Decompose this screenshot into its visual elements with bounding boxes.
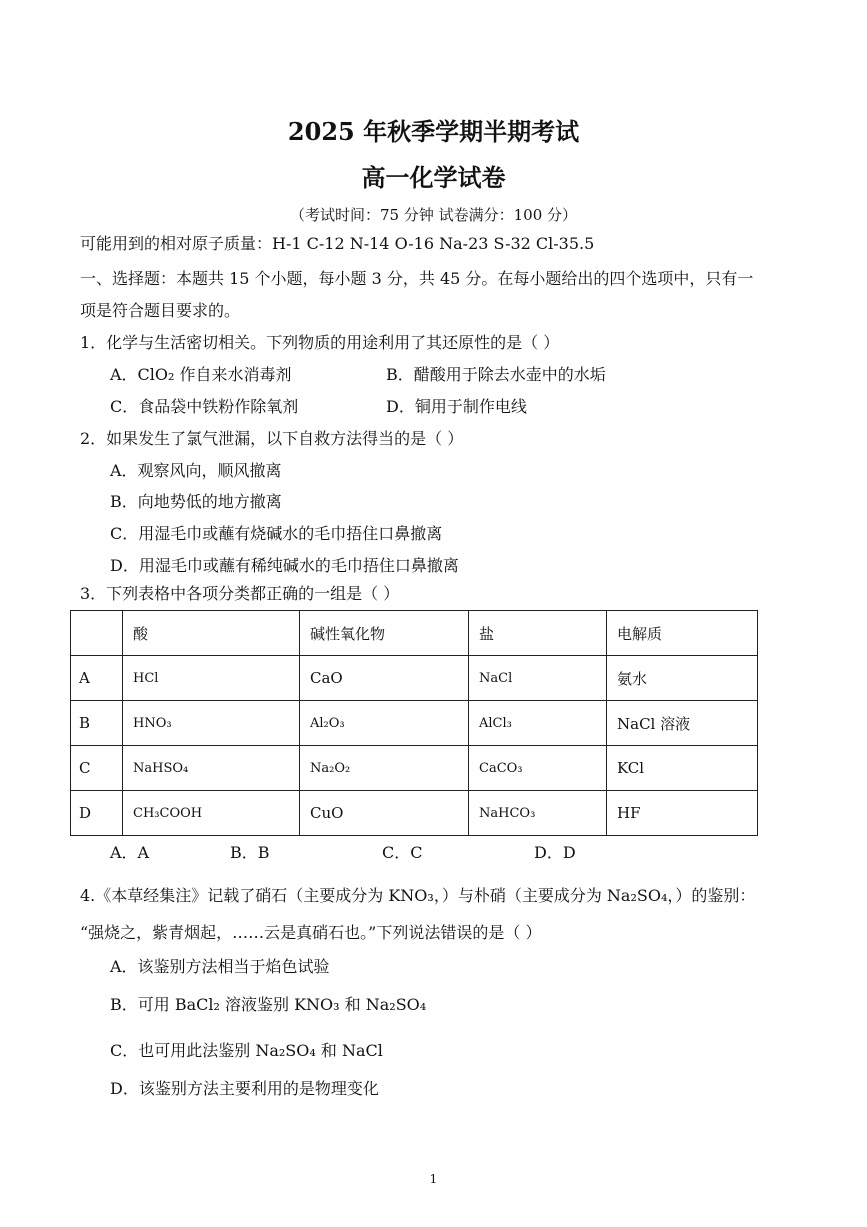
electrolyte-cell: KCl [607,746,758,791]
oxide-cell: Al₂O₃ [300,701,469,746]
question-3-stem: 3．下列表格中各项分类都正确的一组是（ ） [80,584,400,603]
classification-table [70,610,758,836]
question-2-option-b: B．向地势低的地方撤离 [110,492,282,511]
salt-cell: CaCO₃ [469,746,607,791]
question-2-option-d: D．用湿毛巾或蘸有稀纯碱水的毛巾捂住口鼻撤离 [110,556,459,575]
question-4-option-b: B．可用 BaCl₂ 溶液鉴别 KNO₃ 和 Na₂SO₄ [110,995,427,1014]
exam-title: 2025 年秋季学期半期考试 [287,117,580,146]
table-header-cell: 盐 [469,611,607,656]
section-intro-line2: 项是符合题目要求的。 [80,301,241,320]
table-header-cell: 酸 [123,611,300,656]
row-label: C [71,746,123,791]
salt-cell: NaHCO₃ [469,791,607,836]
row-label: A [71,656,123,701]
question-4-stem-line1: 4.《本草经集注》记载了硝石（主要成分为 KNO₃，）与朴硝（主要成分为 Na₂SO₄，）的鉴别： [80,886,756,905]
table-header-cell [71,611,123,656]
salt-cell: AlCl₃ [469,701,607,746]
oxide-cell: CuO [300,791,469,836]
question-1-option-a: A．ClO₂ 作自来水消毒剂 [110,365,292,384]
oxide-cell: CaO [300,656,469,701]
electrolyte-cell: HF [607,791,758,836]
question-1-stem: 1．化学与生活密切相关。下列物质的用途利用了其还原性的是（ ） [80,333,560,352]
question-4-option-c: C．也可用此法鉴别 Na₂SO₄ 和 NaCl [110,1041,383,1060]
question-2-option-a: A．观察风向，顺风撤离 [110,461,282,480]
exam-subtitle: 高一化学试卷 [361,163,506,192]
acid-cell: HNO₃ [123,701,300,746]
table-row [71,746,758,791]
question-3-option-d: D．D [534,843,576,862]
table-header-cell: 碱性氧化物 [300,611,469,656]
table-row [71,791,758,836]
page-number: 1 [429,1172,438,1186]
atomic-mass-note: 可能用到的相对原子质量：H-1 C-12 N-14 O-16 Na-23 S-32 Cl-35.5 [80,234,595,253]
question-2-stem: 2．如果发生了氯气泄漏，以下自救方法得当的是（ ） [80,429,464,448]
table-header-row [71,611,758,656]
acid-cell: CH₃COOH [123,791,300,836]
table-header-cell: 电解质 [607,611,758,656]
section-intro-line1: 一、选择题：本题共 15 个小题，每小题 3 分，共 45 分。在每小题给出的四个选项中，只有一 [80,269,754,288]
question-3-option-b: B．B [230,843,270,862]
row-label: B [71,701,123,746]
question-1-option-c: C．食品袋中铁粉作除氧剂 [110,397,299,416]
question-1-option-d: D．铜用于制作电线 [386,397,527,416]
table-row [71,701,758,746]
question-3-option-a: A．A [110,843,150,862]
electrolyte-cell: 氨水 [607,656,758,701]
exam-info: （考试时间：75 分钟 试卷满分：100 分） [289,206,578,224]
question-4-stem-line2: “强烧之，紫青烟起，……云是真硝石也。”下列说法错误的是（ ） [80,923,542,942]
question-1-option-b: B．醋酸用于除去水壶中的水垢 [386,365,606,384]
acid-cell: HCl [123,656,300,701]
question-2-option-c: C．用湿毛巾或蘸有烧碱水的毛巾捂住口鼻撤离 [110,524,443,543]
question-4-option-a: A．该鉴别方法相当于焰色试验 [110,957,330,976]
oxide-cell: Na₂O₂ [300,746,469,791]
electrolyte-cell: NaCl 溶液 [607,701,758,746]
acid-cell: NaHSO₄ [123,746,300,791]
table-row [71,656,758,701]
question-3-option-c: C．C [382,843,423,862]
salt-cell: NaCl [469,656,607,701]
question-4-option-d: D．该鉴别方法主要利用的是物理变化 [110,1079,379,1098]
row-label: D [71,791,123,836]
